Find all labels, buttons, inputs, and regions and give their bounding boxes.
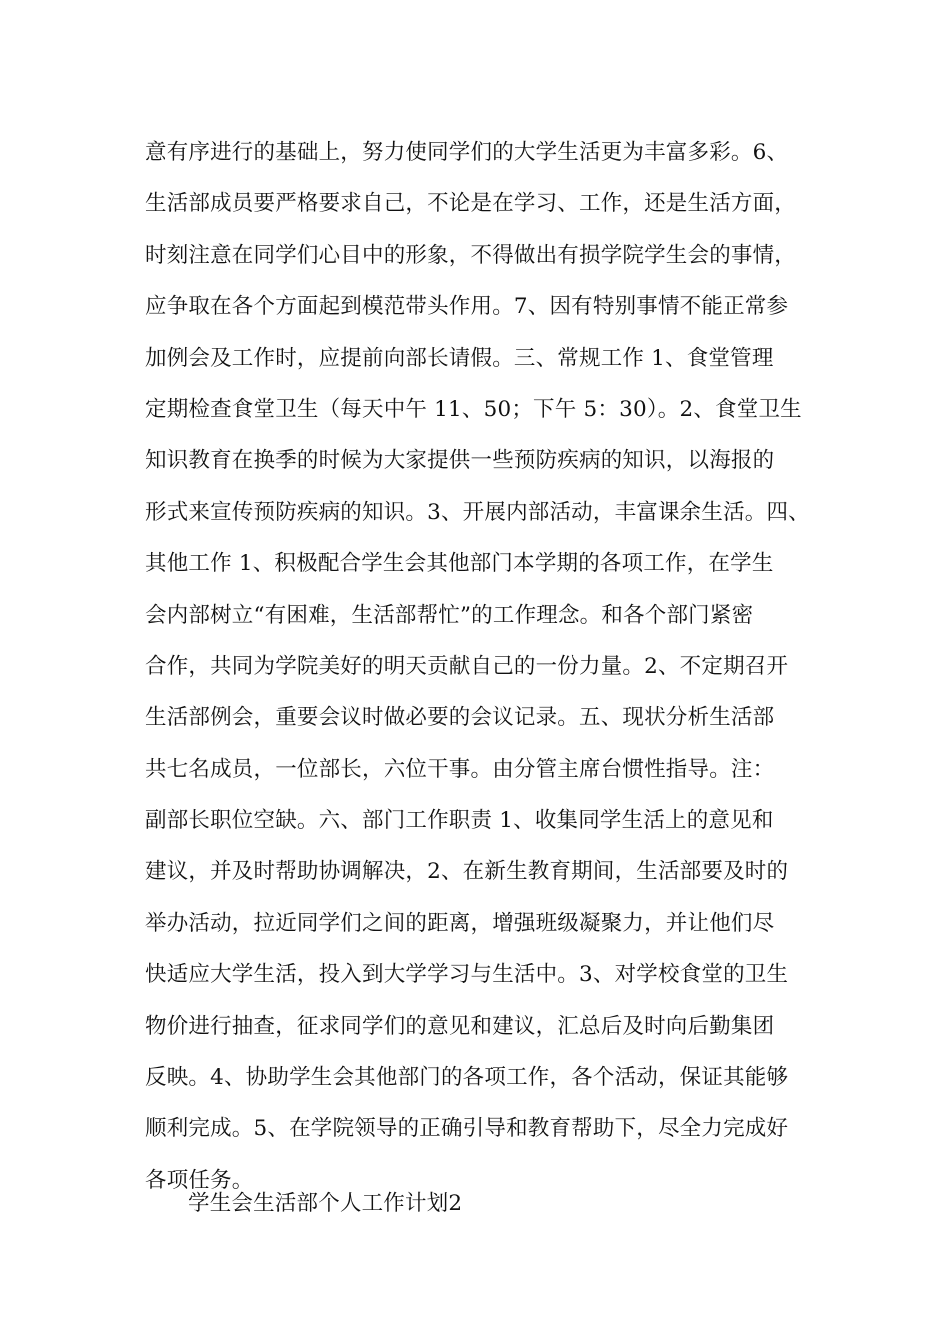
- text-line: 生活部例会，重要会议时做必要的会议记录。五、现状分析生活部: [145, 705, 775, 731]
- text-line: 快适应大学生活，投入到大学学习与生活中。3、对学校食堂的卫生: [145, 962, 789, 988]
- text-line: 知识教育在换季的时候为大家提供一些预防疾病的知识，以海报的: [145, 448, 775, 474]
- text-line: 生活部成员要严格要求自己，不论是在学习、工作，还是生活方面，: [145, 191, 797, 217]
- text-line: 意有序进行的基础上，努力使同学们的大学生活更为丰富多彩。6、: [145, 140, 789, 165]
- body-paragraph: [145, 127, 845, 1206]
- section-heading: 学生会生活部个人工作计划2: [188, 1191, 463, 1216]
- text-line: 时刻注意在同学们心目中的形象，不得做出有损学院学生会的事情，: [145, 242, 797, 268]
- text-line: 定期检查食堂卫生（每天中午 11、50；下午 5：30）。2、食堂卫生: [145, 396, 802, 422]
- text-line: 顺利完成。5、在学院领导的正确引导和教育帮助下，尽全力完成好: [145, 1116, 789, 1142]
- text-line: 形式来宣传预防疾病的知识。3、开展内部活动，丰富课余生活。四、: [145, 499, 810, 525]
- text-line: 各项任务。: [145, 1167, 254, 1193]
- text-line: 应争取在各个方面起到模范带头作用。7、因有特别事情不能正常参: [145, 294, 789, 320]
- text-line: 举办活动，拉近同学们之间的距离，增强班级凝聚力，并让他们尽: [145, 910, 775, 936]
- text-line: 建议，并及时帮助协调解决，2、在新生教育期间，生活部要及时的: [145, 859, 789, 885]
- text-line: 物价进行抽查，征求同学们的意见和建议，汇总后及时向后勤集团: [145, 1013, 775, 1039]
- text-line: 会内部树立“有困难，生活部帮忙”的工作理念。和各个部门紧密: [145, 602, 754, 628]
- text-line: 副部长职位空缺。六、部门工作职责 1、收集同学生活上的意见和: [145, 808, 774, 834]
- text-line: 反映。4、协助学生会其他部门的各项工作，各个活动，保证其能够: [145, 1065, 789, 1091]
- text-line: 合作，共同为学院美好的明天贡献自己的一份力量。2、不定期召开: [145, 653, 789, 679]
- text-line: 加例会及工作时，应提前向部长请假。三、常规工作 1、食堂管理: [145, 345, 774, 371]
- text-line: 其他工作 1、积极配合学生会其他部门本学期的各项工作，在学生: [145, 551, 774, 577]
- text-line: 共七名成员，一位部长，六位干事。由分管主席台惯性指导。注：: [145, 756, 775, 782]
